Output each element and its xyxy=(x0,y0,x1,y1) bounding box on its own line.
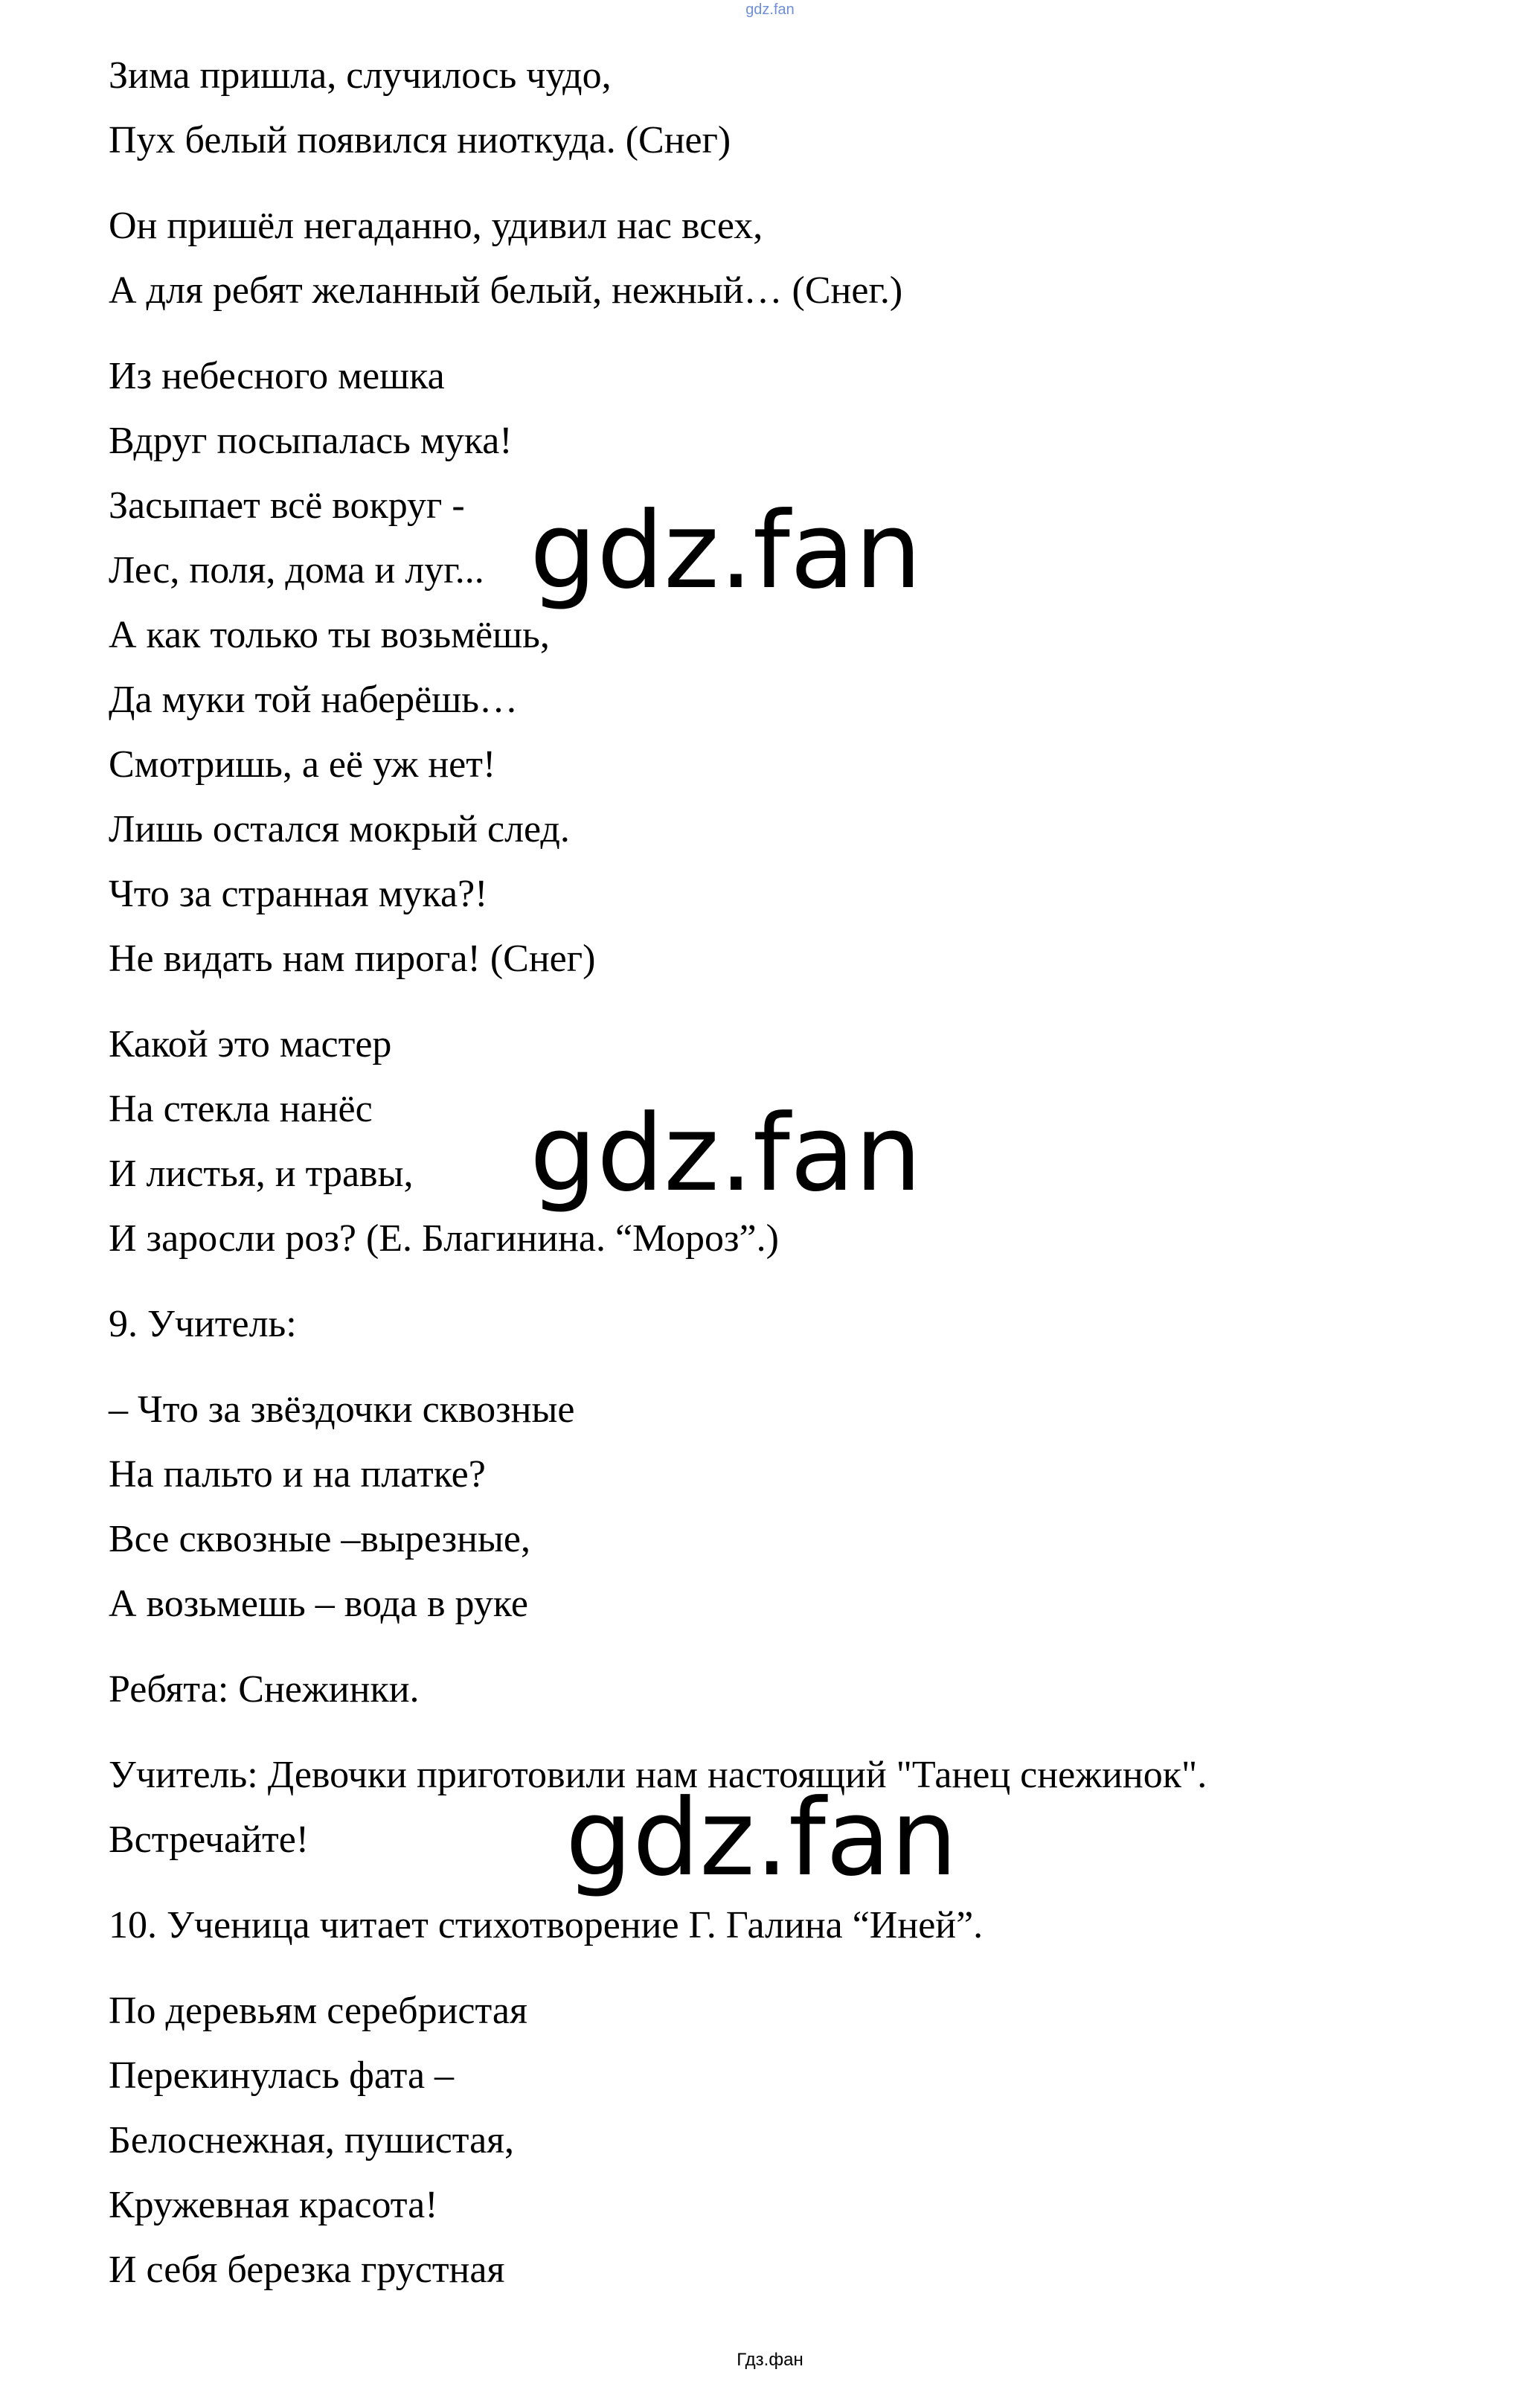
text-line: А возьмешь – вода в руке xyxy=(109,1583,528,1625)
text-line: Он пришёл негаданно, удивил нас всех, xyxy=(109,205,763,247)
site-mark: gdz.fan xyxy=(745,1,795,18)
text-line: А как только ты возьмёшь, xyxy=(109,614,550,656)
text-line: Встречайте! xyxy=(109,1818,309,1861)
stanza xyxy=(109,193,1492,323)
text-line: 9. Учитель: xyxy=(109,1303,297,1345)
text-line: Что за странная мука?! xyxy=(109,873,488,915)
text-line: Какой это мастер xyxy=(109,1023,392,1065)
watermark: gdz.fan xyxy=(530,490,922,612)
text-line: И заросли роз? (Е. Благинина. “Мороз”.) xyxy=(109,1217,779,1260)
stanza xyxy=(109,1978,1492,2302)
text-line: По деревьям серебристая xyxy=(109,1990,527,2032)
text-line: Зима пришла, случилось чудо, xyxy=(109,54,612,97)
text-line: Лес, поля, дома и луг... xyxy=(109,549,484,592)
text-line: Пух белый появился ниоткуда. (Снег) xyxy=(109,119,731,161)
dialogue-line xyxy=(109,1657,1492,1722)
watermark: gdz.fan xyxy=(530,1092,922,1215)
watermark: gdz.fan xyxy=(565,1777,957,1900)
text-line: На стекла нанёс xyxy=(109,1088,373,1130)
page-footer: Гдз.фан xyxy=(737,2350,803,2370)
text-line: 10. Ученица читает стихотворение Г. Галина “Иней”. xyxy=(109,1904,984,1946)
stanza xyxy=(109,43,1492,173)
text-line: Белоснежная, пушистая, xyxy=(109,2119,515,2162)
text-line: – Что за звёздочки сквозные xyxy=(109,1388,575,1431)
text-line: Смотришь, а её уж нет! xyxy=(109,743,496,786)
text-line: На пальто и на платке? xyxy=(109,1453,486,1496)
stanza xyxy=(109,344,1492,991)
section-heading xyxy=(109,1292,1492,1356)
text-line: Не видать нам пирога! (Снег) xyxy=(109,938,596,980)
text-line: Вдруг посыпалась мука! xyxy=(109,420,513,462)
text-line: И себя березка грустная xyxy=(109,2249,505,2291)
text-line: Из небесного мешка xyxy=(109,355,445,397)
stanza xyxy=(109,1377,1492,1636)
text-line: Все сквозные –вырезные, xyxy=(109,1518,530,1560)
text-line: И листья, и травы, xyxy=(109,1153,414,1195)
text-line: Учитель: Девочки приготовили нам настоящий "Танец снежинок". xyxy=(109,1754,1207,1796)
text-line: Кружевная красота! xyxy=(109,2184,438,2226)
text-line: Перекинулась фата – xyxy=(109,2054,455,2097)
text-line: Ребята: Снежинки. xyxy=(109,1668,420,1711)
text-line: А для ребят желанный белый, нежный… (Снег.) xyxy=(109,269,903,312)
section-heading xyxy=(109,1893,1492,1958)
text-line: Засыпает всё вокруг - xyxy=(109,484,465,527)
text-line: Да муки той наберёшь… xyxy=(109,679,519,721)
text-line: Лишь остался мокрый след. xyxy=(109,808,570,850)
